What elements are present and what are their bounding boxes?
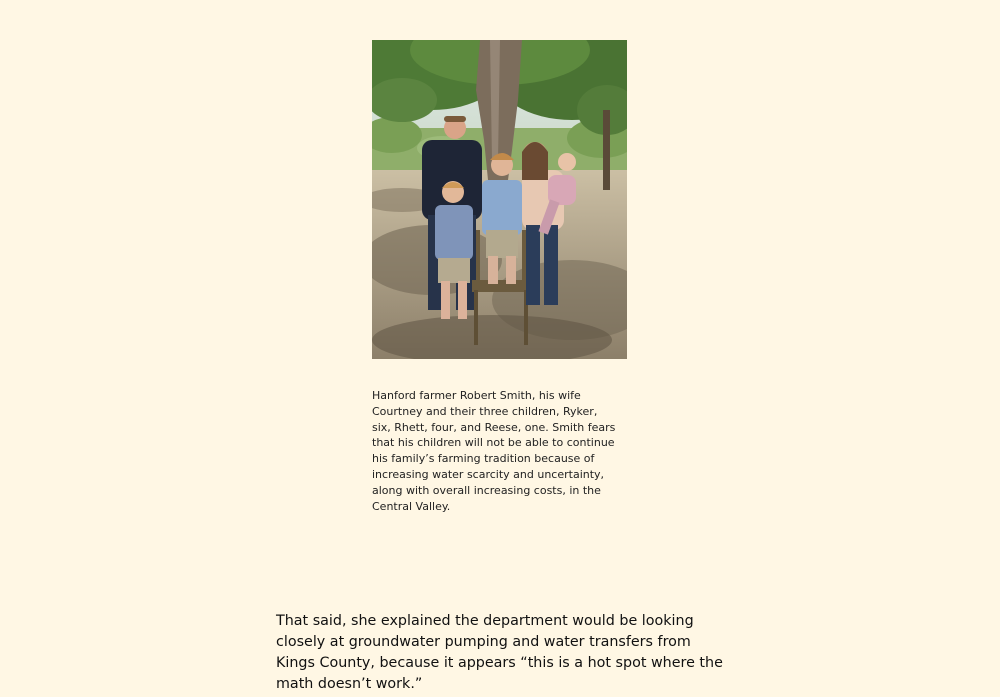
photo-caption: Hanford farmer Robert Smith, his wife Courtney and their three children, Ryker, six, Rhett, four, and Reese, one. Smith fears that his children will not be able to continue his family’s farming tradition because of increasing water scarcity and uncertainty, along with overall increasing costs, in the Central Valley. bbox=[372, 389, 616, 513]
family-photo bbox=[372, 40, 627, 359]
article-paragraph: That said, she explained the department would be looking closely at groundwater pumping and water transfers from Kings County, because it appears “this is a hot spot where the math doesn’t work.” bbox=[276, 613, 723, 692]
